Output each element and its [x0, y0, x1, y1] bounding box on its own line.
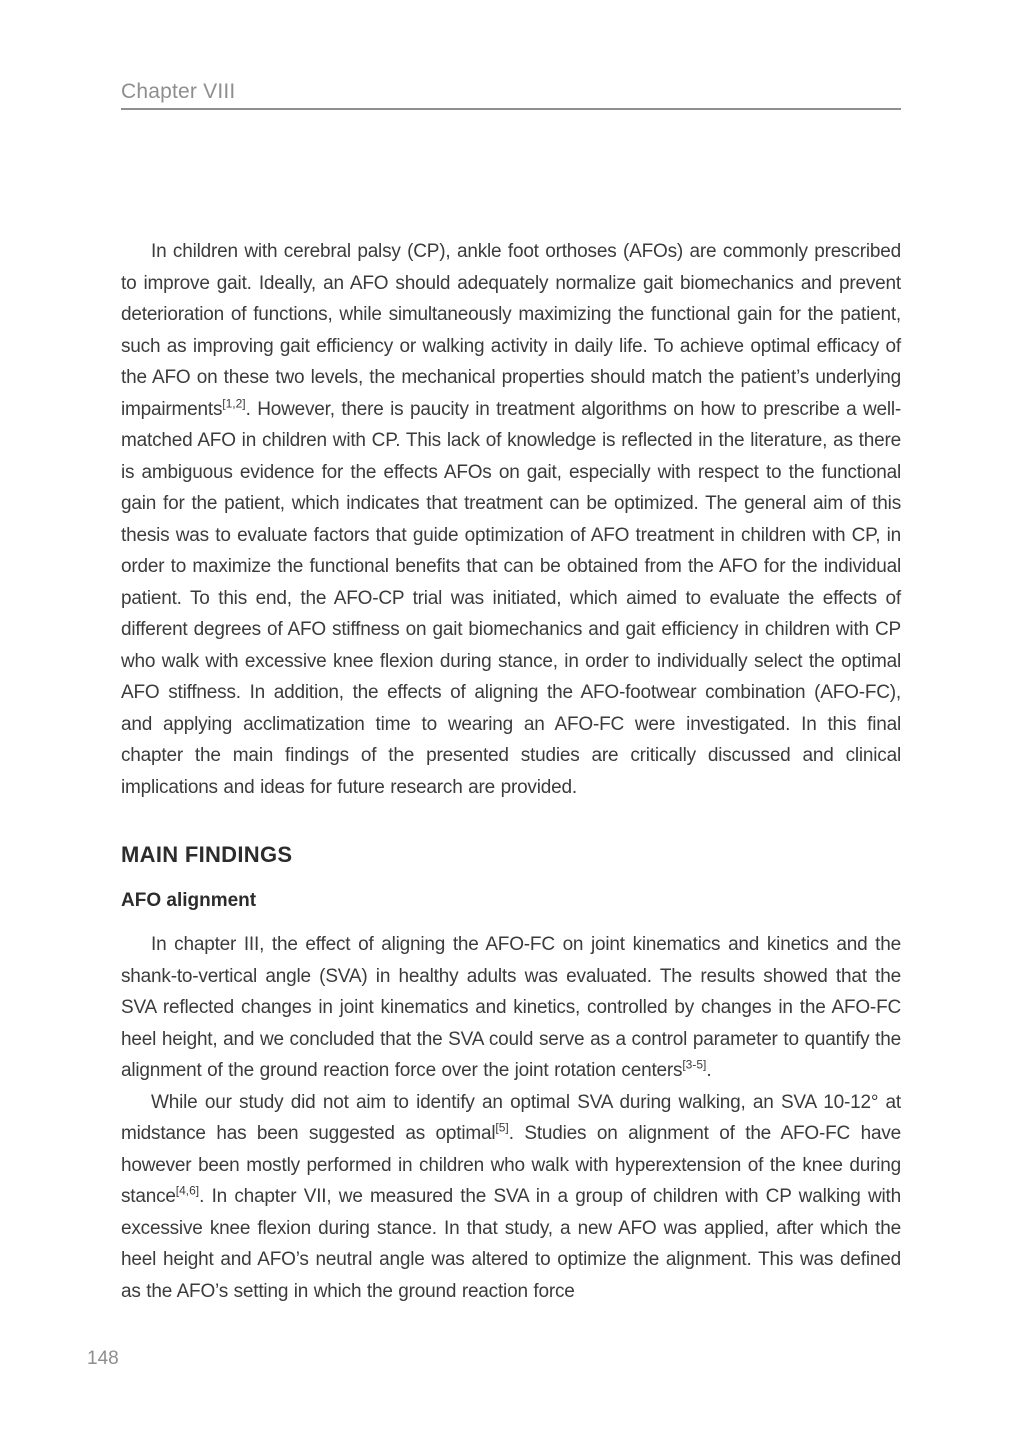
page-body	[121, 236, 901, 1307]
paragraph-intro: In children with cerebral palsy (CP), ankle foot orthoses (AFOs) are commonly prescribed to improve gait. Ideally, an AFO should adequately normalize gait biomechanics and prevent deterioration of functions, while simultaneously maximizing the functional gain for the patient, such as improving gait efficiency or walking activity in daily life. To achieve optimal efficacy of the AFO on these two levels, the mechanical properties should match the patient’s underlying impairments[1,2]. However, there is paucity in treatment algorithms on how to prescribe a well-matched AFO in children with CP. This lack of knowledge is reflected in the literature, as there is ambiguous evidence for the effects AFOs on gait, especially with respect to the functional gain for the patient, which indicates that treatment can be optimized. The general aim of this thesis was to evaluate factors that guide optimization of AFO treatment in children with CP, in order to maximize the functional benefits that can be obtained from the AFO for the individual patient. To this end, the AFO-CP trial was initiated, which aimed to evaluate the effects of different degrees of AFO stiffness on gait biomechanics and gait efficiency in children with CP who walk with excessive knee flexion during stance, in order to individually select the optimal AFO stiffness. In addition, the effects of aligning the AFO-footwear combination (AFO-FC), and applying acclimatization time to wearing an AFO-FC were investigated. In this final chapter the main findings of the presented studies are critically discussed and clinical implications and ideas for future research are provided.	[121, 241, 901, 798]
citation-superscript: [4,6]	[175, 1183, 200, 1198]
header-rule	[121, 108, 901, 110]
subsection-heading-afo-alignment: AFO alignment	[121, 890, 257, 911]
citation-superscript: [3-5]	[682, 1057, 707, 1072]
running-header-chapter: Chapter VIII	[121, 80, 236, 103]
citation-superscript: [5]	[495, 1120, 509, 1135]
section-heading-main-findings: MAIN FINDINGS	[121, 842, 293, 867]
citation-superscript: [1,2]	[222, 396, 246, 411]
paragraph-afo-alignment-2: While our study did not aim to identify an optimal SVA during walking, an SVA 10-12° at midstance has been suggested as optimal[5]. Studies on alignment of the AFO-FC have however been mostly performed in children who walk with hyperextension of the knee during stance[4,6]. In chapter VII, we measured the SVA in a group of children with CP walking with excessive knee flexion during stance. In that study, a new AFO was applied, after which the heel height and AFO’s neutral angle was altered to optimize the alignment. This was defined as the AFO’s setting in which the ground reaction force	[121, 1091, 901, 1302]
page-number: 148	[87, 1348, 119, 1369]
paragraph-afo-alignment-1: In chapter III, the effect of aligning the AFO-FC on joint kinematics and kinetics and the shank-to-vertical angle (SVA) in healthy adults was evaluated. The results showed that the SVA reflected changes in joint kinematics and kinetics, controlled by changes in the AFO-FC heel height, and we concluded that the SVA could serve as a control parameter to quantify the alignment of the ground reaction force over the joint rotation centers[3-5].	[121, 934, 901, 1081]
